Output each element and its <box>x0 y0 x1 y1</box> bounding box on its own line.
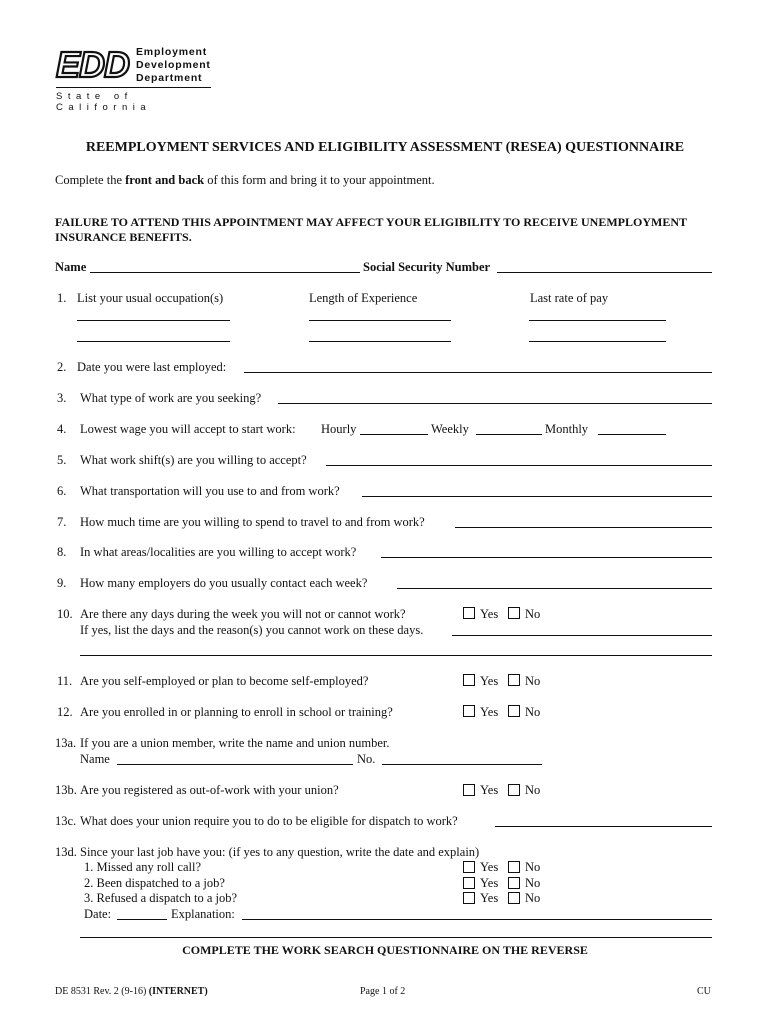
monthly-field[interactable] <box>598 434 666 435</box>
q13b-no-checkbox[interactable] <box>508 784 520 796</box>
q2-number: 2. <box>57 360 67 374</box>
q6-number: 6. <box>57 484 67 498</box>
q13b-yes-label: Yes <box>480 783 499 797</box>
q9-label: How many employers do you usually contact each week? <box>80 576 368 590</box>
q7-number: 7. <box>57 515 67 529</box>
q13d-1-no-label: No <box>525 860 541 874</box>
q13c-number: 13c. <box>55 814 77 828</box>
state-label: State of California <box>56 91 152 113</box>
q1-label: List your usual occupation(s) <box>77 291 224 305</box>
q12-yes-label: Yes <box>480 705 499 719</box>
q13d-date-label: Date: <box>84 907 112 921</box>
q8-field[interactable] <box>381 557 712 558</box>
q4-weekly-label: Weekly <box>431 422 469 436</box>
q13c-label: What does your union require you to do to be eligible for dispatch to work? <box>80 814 458 828</box>
edd-logo <box>56 44 216 113</box>
q10-no-label: No <box>525 607 541 621</box>
union-number-field[interactable] <box>382 764 542 765</box>
q13d-1-yes-label: Yes <box>480 860 499 874</box>
q10-yes-label: Yes <box>480 607 499 621</box>
q13d-label: Since your last job have you: (if yes to any question, write the date and explain) <box>80 845 480 859</box>
logo-rule <box>56 87 211 88</box>
q10-no-checkbox[interactable] <box>508 607 520 619</box>
occupation-field-1[interactable] <box>77 320 230 321</box>
page-number: Page 1 of 2 <box>360 986 406 997</box>
q13d-2-no-label: No <box>525 876 541 890</box>
q13b-label: Are you registered as out-of-work with your union? <box>80 783 339 797</box>
q13d-continuation-field[interactable] <box>80 937 712 938</box>
q13d-number: 13d. <box>55 845 77 859</box>
q1-number: 1. <box>57 291 67 305</box>
q13d-2-no-checkbox[interactable] <box>508 877 520 889</box>
q13d-3-yes-checkbox[interactable] <box>463 892 475 904</box>
q13a-name-label: Name <box>80 752 110 766</box>
q9-field[interactable] <box>397 588 712 589</box>
q12-yes-checkbox[interactable] <box>463 705 475 717</box>
intro-text: Complete the front and back of this form and bring it to your appointment. <box>55 173 435 187</box>
ssn-field[interactable] <box>497 272 712 273</box>
q3-number: 3. <box>57 391 67 405</box>
name-field[interactable] <box>90 272 360 273</box>
weekly-field[interactable] <box>476 434 542 435</box>
q13d-3-no-label: No <box>525 891 541 905</box>
hourly-field[interactable] <box>360 434 428 435</box>
q11-no-label: No <box>525 674 541 688</box>
occupation-field-2[interactable] <box>77 341 230 342</box>
q13a-no-label: No. <box>357 752 376 766</box>
q8-number: 8. <box>57 545 67 559</box>
q10-field-1[interactable] <box>452 635 712 636</box>
q13d-explanation-label: Explanation: <box>171 907 235 921</box>
q5-field[interactable] <box>326 465 712 466</box>
q12-label: Are you enrolled in or planning to enroll in school or training? <box>80 705 393 719</box>
q13d-item-3: 3. Refused a dispatch to a job? <box>84 891 238 905</box>
q13d-explanation-field[interactable] <box>242 919 712 920</box>
experience-field-1[interactable] <box>309 320 451 321</box>
q10-label: Are there any days during the week you will not or cannot work? <box>80 607 406 621</box>
q13d-2-yes-checkbox[interactable] <box>463 877 475 889</box>
q9-number: 9. <box>57 576 67 590</box>
q4-number: 4. <box>57 422 67 436</box>
q12-no-checkbox[interactable] <box>508 705 520 717</box>
q10-yes-checkbox[interactable] <box>463 607 475 619</box>
q13d-item-1: 1. Missed any roll call? <box>84 860 201 874</box>
q13c-field[interactable] <box>495 826 712 827</box>
q11-number: 11. <box>57 674 73 688</box>
name-label: Name <box>55 260 87 274</box>
form-code: CU <box>697 986 711 997</box>
q13d-item-2: 2. Been dispatched to a job? <box>84 876 225 890</box>
q13d-1-no-checkbox[interactable] <box>508 861 520 873</box>
q3-field[interactable] <box>278 403 712 404</box>
edd-mark: EDD <box>56 44 130 85</box>
q13b-yes-checkbox[interactable] <box>463 784 475 796</box>
q7-label: How much time are you willing to spend to travel to and from work? <box>80 515 425 529</box>
q1-rate-label: Last rate of pay <box>530 291 609 305</box>
q6-label: What transportation will you use to and from work? <box>80 484 340 498</box>
q11-yes-checkbox[interactable] <box>463 674 475 686</box>
q13d-3-yes-label: Yes <box>480 891 499 905</box>
rate-field-1[interactable] <box>529 320 666 321</box>
q10-sub-label: If yes, list the days and the reason(s) you cannot work on these days. <box>80 623 424 637</box>
department-name: Employment Development Department <box>136 46 211 84</box>
warning-line-2: INSURANCE BENEFITS. <box>55 230 192 244</box>
q11-yes-label: Yes <box>480 674 499 688</box>
q1-experience-label: Length of Experience <box>309 291 418 305</box>
form-title: REEMPLOYMENT SERVICES AND ELIGIBILITY ASSESSMENT (RESEA) QUESTIONNAIRE <box>85 140 685 155</box>
q10-field-2[interactable] <box>80 655 712 656</box>
rate-field-2[interactable] <box>529 341 666 342</box>
q4-label: Lowest wage you will accept to start work: <box>80 422 296 436</box>
warning-line-1: FAILURE TO ATTEND THIS APPOINTMENT MAY AFFECT YOUR ELIGIBILITY TO RECEIVE UNEMPLOYMENT <box>55 215 688 229</box>
q13b-number: 13b. <box>55 783 77 797</box>
q5-label: What work shift(s) are you willing to accept? <box>80 453 307 467</box>
q2-field[interactable] <box>244 372 712 373</box>
q11-no-checkbox[interactable] <box>508 674 520 686</box>
q4-monthly-label: Monthly <box>545 422 589 436</box>
experience-field-2[interactable] <box>309 341 451 342</box>
q6-field[interactable] <box>362 496 712 497</box>
q13b-no-label: No <box>525 783 541 797</box>
ssn-label: Social Security Number <box>363 260 491 274</box>
q8-label: In what areas/localities are you willing to accept work? <box>80 545 357 559</box>
q13d-1-yes-checkbox[interactable] <box>463 861 475 873</box>
q5-number: 5. <box>57 453 67 467</box>
q12-no-label: No <box>525 705 541 719</box>
q13d-3-no-checkbox[interactable] <box>508 892 520 904</box>
form-number: DE 8531 Rev. 2 (9-16) (INTERNET) <box>55 986 208 997</box>
q4-hourly-label: Hourly <box>321 422 357 436</box>
q2-label: Date you were last employed: <box>77 360 227 374</box>
q13d-date-field[interactable] <box>117 919 167 920</box>
q11-label: Are you self-employed or plan to become self-employed? <box>80 674 369 688</box>
q13a-label: If you are a union member, write the name and union number. <box>80 736 390 750</box>
q7-field[interactable] <box>455 527 712 528</box>
q3-label: What type of work are you seeking? <box>80 391 262 405</box>
reverse-note: COMPLETE THE WORK SEARCH QUESTIONNAIRE ON THE REVERSE <box>182 943 588 957</box>
q13a-number: 13a. <box>55 736 77 750</box>
q12-number: 12. <box>57 705 73 719</box>
union-name-field[interactable] <box>117 764 353 765</box>
q10-number: 10. <box>57 607 73 621</box>
q13d-2-yes-label: Yes <box>480 876 499 890</box>
